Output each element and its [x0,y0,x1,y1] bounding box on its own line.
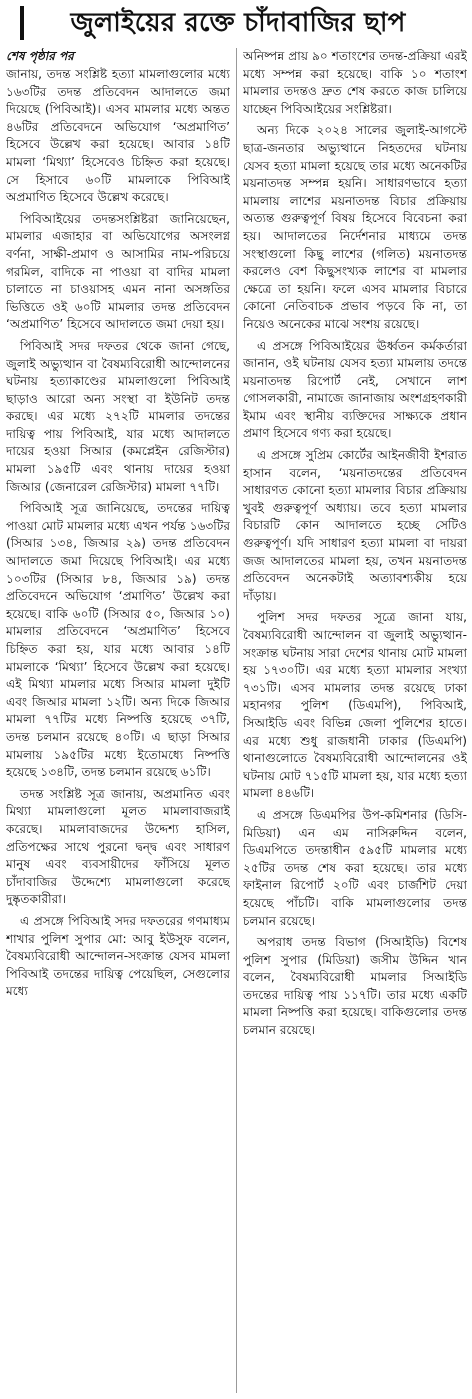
column-divider [236,48,237,1393]
paragraph: পুলিশ সদর দফতর সূত্রে জানা যায়, বৈষম্যবিরোধী আন্দোলন বা জুলাই অভ্যুত্থান-সংক্রান্ত ঘটনায় সারা দেশের থানায় মোট মামলা হয় ১৭৩০টি। এর মধ্যে হত্যা মামলার সংখ্যা ৭৩১টি। এসব মামলার তদন্ত রয়েছে ঢাকা মহানগর পুলিশ (ডিএমপি), পিবিআই, সিআইডি এবং বিভিন্ন জেলা পুলিশের হাতে। এর মধ্যে শুধু রাজধানী ঢাকার (ডিএমপি) থানাগুলোতে বৈষম্যবিরোধী আন্দোলনের ওই ঘটনায় মোট ৭১৫টি মামলা হয়, যার মধ্যে হত্যা মামলা ৪৪৬টি। [243,610,467,801]
paragraph: পিবিআইয়ের তদন্তসংশ্লিষ্টরা জানিয়েছেন, মামলার এজাহার বা অভিযোগের অসংলগ্ন বর্ণনা, সাক্ষী-প্রমাণ ও আসামির নাম-পরিচয়ে গরমিল, বাদিকে না পাওয়া বা বাদির মামলা চালাতে না চাওয়াসহ এমন নানা অসঙ্গতির ভিত্তিতে ওই ৬০টি মামলার তদন্ত প্রতিবেদন ‘অপ্রমাণিত’ হিসেবে আদালতে জমা দেয়া হয়। [6,211,230,332]
paragraph: পিবিআই সদর দফতর থেকে জানা গেছে, জুলাই অভ্যুত্থান বা বৈষম্যবিরোধী আন্দোলনের ঘটনায় হত্যাকাণ্ডের মামলাগুলো পিবিআই ছাড়াও আরো অন্য সংস্থা বা ইউনিট তদন্ত করছে। এর মধ্যে ২৭২টি মামলার তদন্তের দায়িত্ব পায় পিবিআই, যার মধ্যে আদালতে দায়ের হওয়া সিআর (কমপ্লেইন রেজিস্টার) মামলা ১৯৫টি এবং থানায় দায়ের হওয়া জিআর (জেনারেল রেজিস্টার) মামলা ৭৭টি। [6,338,230,494]
paragraph: পিবিআই সূত্র জানিয়েছে, তদন্তের দায়িত্ব পাওয়া মোট মামলার মধ্যে এখন পর্যন্ত ১৬৩টির (সিআর ১৩৪, জিআর ২৯) তদন্ত প্রতিবেদন আদালতে জমা দিয়েছে পিবিআই। এর মধ্যে ১০৩টির (সিআর ৮৪, জিআর ১৯) তদন্ত প্রতিবেদনে অভিযোগ ‘প্রমাণিত’ উল্লেখ করা হয়েছে। বাকি ৬০টি (সিআর ৫০, জিআর ১০) মামলার প্রতিবেদনে ‘অপ্রমাণিত’ হিসেবে চিহ্নিত করা হয়, যার মধ্যে আবার ১৪টি মামলাকে ‘মিথ্যা’ হিসেবে উল্লেখ করা হয়েছে। এই মিথ্যা মামলার মধ্যে সিআর মামলা দুইটি এবং জিআর মামলা ১২টি। অন্য দিকে জিআর মামলা ৭৭টির মধ্যে নিষ্পত্তি হয়েছে ৩৭টি, তদন্ত চলমান রয়েছে ৪০টি। এ ছাড়া সিআর মামলায় ১৯৫টির মধ্যে ইতোমধ্যে নিষ্পত্তি হয়েছে ১৩৪টি, তদন্ত চলমান রয়েছে ৬১টি। [6,501,230,780]
paragraph: এ প্রসঙ্গে সুপ্রিম কোর্টের আইনজীবী ইশরাত হাসান বলেন, ‘ময়নাতদন্তের প্রতিবেদন সাধারণত কোনো হত্যা মামলার বিচার প্রক্রিয়ায় খুবই গুরুত্বপূর্ণ অধ্যায়। তবে হত্যা মামলার বিচারটি কোন আদালতে হচ্ছে সেটিও গুরুত্বপূর্ণ। যদি সাধারণ হত্যা মামলা বা দায়রা জজ আদালতের মামলা হয়, তখন ময়নাতদন্ত প্রতিবেদন অনেকটাই অত্যাবশ্যকীয় হয়ে দাঁড়ায়। [243,448,467,603]
paragraph: এ প্রসঙ্গে ডিএমপির উপ-কমিশনার (ডিসি-মিডিয়া) এন এম নাসিরুদ্দিন বলেন, ডিএমপিতে তদন্তাধীন ৫৯৫টি মামলার মধ্যে ২৫টির তদন্ত শেষ করা হয়েছে। তার মধ্যে ফাইনাল রিপোর্ট ২০টি এবং চার্জশিট দেয়া হয়েছে পাঁচটি। বাকি মামলাগুলোর তদন্ত চলমান রয়েছে। [243,807,467,928]
paragraph: জানায়, তদন্ত সংশ্লিষ্ট হত্যা মামলাগুলোর মধ্যে ১৬৩টির তদন্ত প্রতিবেদন আদালতে জমা দিয়েছে (পিবিআই)। এসব মামলার মধ্যে অন্তত ৪৬টির প্রতিবেদনে অভিযোগ ‘অপ্রমাণিত’ হিসেবে উল্লেখ করা হয়েছে। আবার ১৪টি মামলা ‘মিথ্যা’ হিসেবেও চিহ্নিত করা হয়েছে। সে হিসাবে ৬০টি মামলাকে পিবিআই অপ্রমাণিত হিসেবে উল্লেখ করেছে। [6,67,230,205]
paragraph: অপরাধ তদন্ত বিভাগ (সিআইডি) বিশেষ পুলিশ সুপার (মিডিয়া) জসীম উদ্দিন খান বলেন, বৈষম্যবিরোধী মামলার সিআইডি তদন্তের দায়িত্ব পায় ১১৭টি। তার মধ্যে একটি মামলা নিষ্পত্তি করা হয়েছে। বাকিগুলোর তদন্ত চলমান রয়েছে। [243,935,467,1038]
paragraph: এ প্রসঙ্গে পিবিআইয়ের ঊর্ধ্বতন কর্মকর্তারা জানান, ওই ঘটনায় যেসব হত্যা মামলায় তদন্তে ময়নাতদন্ত রিপোর্ট নেই, সেখানে লাশ গোসলকারী, নামাজে জানাজায় অংশগ্রহণকারী ইমাম এবং স্থানীয় ব্যক্তিদের সাক্ষ্যকে প্রধান প্রমাণ হিসেবে গণ্য করা হয়েছে। [243,338,467,441]
paragraph: অনিষ্পন্ন প্রায় ৯০ শতাংশের তদন্ত-প্রক্রিয়া এরই মধ্যে সম্পন্ন করা হয়েছে। বাকি ১০ শতাংশ মামলার তদন্তও দ্রুত শেষ করতে কাজ চালিয়ে যাচ্ছেন পিবিআইয়ের সংশ্লিষ্টরা। [243,49,467,116]
continued-from-label: শেষ পৃষ্ঠার পর [6,49,74,63]
paragraph: অন্য দিকে ২০২৪ সালের জুলাই-আগস্টে ছাত্র-জনতার অভ্যুত্থানে নিহতদের ঘটনায় যেসব হত্যা মামলা হয়েছে তার মধ্যে অনেকটির ময়নাতদন্ত সম্পন্ন হয়নি। সাধারণভাবে হত্যা মামলায় লাশের ময়নাতদন্ত বিচার প্রক্রিয়ায় অত্যন্ত গুরুত্বপূর্ণ বিষয় হিসেবে বিবেচনা করা হয়। আদালতের নির্দেশনার মাধ্যমে তদন্ত সংস্থাগুলো কিছু লাশের (গলিত) ময়নাতদন্ত করলেও বেশ কিছুসংখ্যক লাশের বা মামলার ক্ষেত্রে তা হয়নি। ফলে এসব মামলার বিচারে কোনো নেতিবাচক প্রভাব পড়বে কি না, তা নিয়েও অনেকের মাঝে সংশয় রয়েছে। [243,123,467,331]
article-headline: জুলাইয়ের রক্তে চাঁদাবাজির ছাপ [20,6,452,40]
paragraph: তদন্ত সংশ্লিষ্ট সূত্র জানায়, অপ্রমানিত এবং মিথ্যা মামলাগুলো মূলত মামলাবাজরাই করেছে। মামলাবাজদের উদ্দেশ্য হাসিল, প্রতিপক্ষের সাথে পুরনো দ্বন্দ্ব এবং সাধারণ মানুষ এবং ব্যবসায়ীদের ফাঁসিয়ে মূলত চাঁদাবাজির উদ্দেশ্যে মামলাগুলো করেছে দুষ্কৃতকারীরা। [6,786,230,907]
left-column [6,48,230,1393]
right-column [243,48,467,1393]
paragraph: এ প্রসঙ্গে পিবিআই সদর দফতরের গণমাধ্যম শাখার পুলিশ সুপার মো: আবু ইউসুফ বলেন, বৈষম্যবিরোধী আন্দোলন-সংক্রান্ত যেসব মামলা পিবিআই তদন্তের দায়িত্ব পেয়েছিল, সেগুলোর মধ্যে [6,913,230,999]
